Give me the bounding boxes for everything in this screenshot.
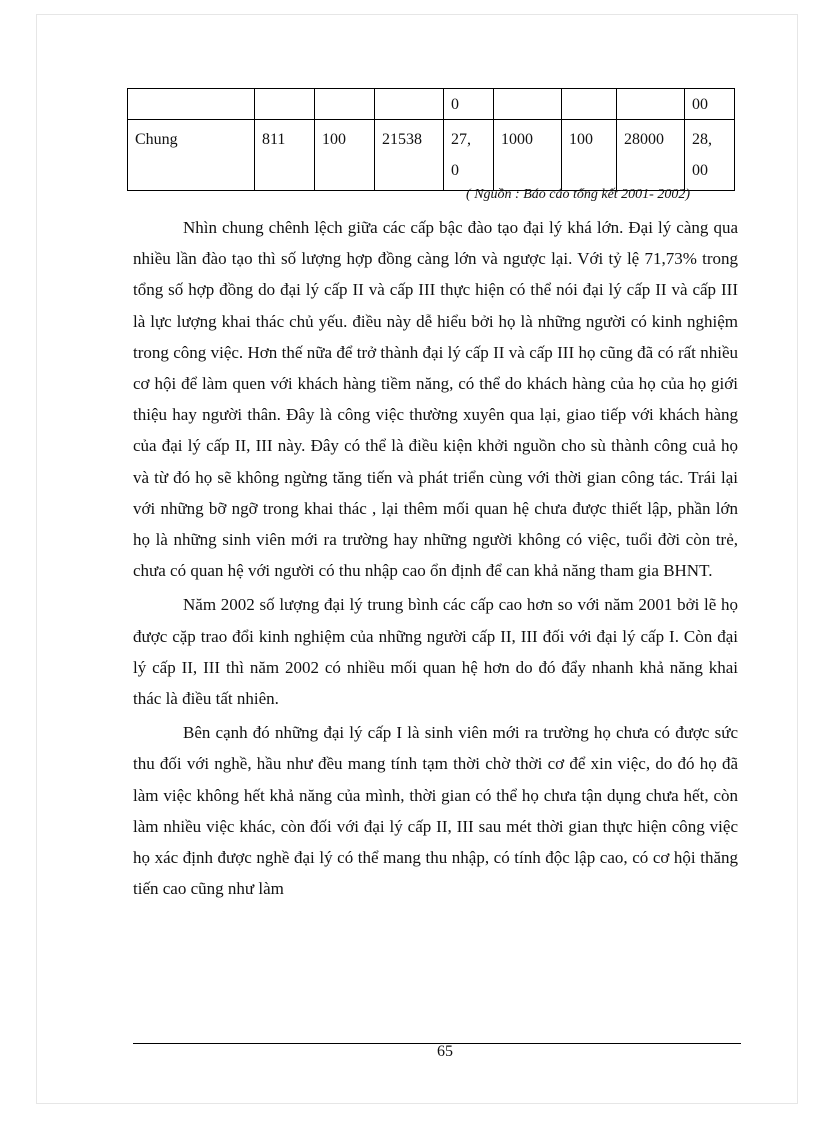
data-table (127, 88, 735, 191)
table-cell (128, 89, 255, 120)
table-cell (315, 89, 375, 120)
table-cell: 1000 (494, 120, 562, 191)
table-cell: 0 (444, 89, 494, 120)
table-source-note: ( Nguồn : Báo cáo tổng kết 2001- 2002) (466, 187, 690, 202)
paragraph: Bên cạnh đó những đại lý cấp I là sinh viên mới ra trường họ chưa có được sức thu đối với nghề, hầu như đều mang tính tạm thời chờ thời cơ để xin việc, do đó họ đã làm việc không hết khả năng của mình, thời gian có thể họ chưa tận dụng chưa hết, còn làm nhiều việc khác, còn đối với đại lý cấp II, III sau mét thời gian thực hiện công việc họ xác định được nghề đại lý có thể mang thu nhập, có tính độc lập cao, có cơ hội thăng tiến cao cũng như làm (133, 723, 738, 899)
table-cell (255, 89, 315, 120)
table-row (128, 89, 735, 120)
table-cell (375, 89, 444, 120)
table-cell (617, 89, 685, 120)
table-row (128, 120, 735, 191)
table-cell: Chung (128, 120, 255, 191)
table-cell (562, 89, 617, 120)
table-cell: 100 (562, 120, 617, 191)
paragraph: Nhìn chung chênh lệch giữa các cấp bậc đào tạo đại lý khá lớn. Đại lý càng qua nhiều lần đào tạo thì số lượng hợp đồng càng lớn và ngược lại. Với tỷ lệ 71,73% trong tổng số hợp đồng do đại lý cấp II và cấp III thực hiện có thể nói đại lý cấp II và cấp III là lực lượng khai thác chủ yếu. điều này dễ hiểu bởi họ là những người có kinh nghiệm trong công việc. Hơn thế nữa để trở thành đại lý cấp II và cấp III họ cũng đã có rất nhiều cơ hội để làm quen với khách hàng tiềm năng, có thể do khách hàng của họ của họ giới thiệu hay người thân. Đây là công việc thường xuyên qua lại, giao tiếp với khách hàng của đại lý cấp II, III này. Đây có thể là điều kiện khởi nguồn cho sù thành công cuả họ và từ đó họ sẽ không ngừng tăng tiến và phát triển cùng với thời gian công tác. Trái lại với những bỡ ngỡ trong khai thác , lại thêm mối quan hệ chưa được thiết lập, phần lớn họ là những sinh viên mới ra trường hay những người không có việc, tuổi đời còn trẻ, chưa có quan hệ với người có thu nhập cao ổn định để can khả năng tham gia BHNT. (133, 218, 738, 581)
body-text (133, 212, 738, 907)
table-cell (494, 89, 562, 120)
table-cell: 100 (315, 120, 375, 191)
table-cell: 28, 00 (685, 120, 735, 191)
table-cell: 811 (255, 120, 315, 191)
paragraph: Năm 2002 số lượng đại lý trung bình các cấp cao hơn so với năm 2001 bởi lẽ họ được cặp trao đổi kinh nghiệm của những người cấp II, III đối với đại lý cấp I. Còn đại lý cấp II, III thì năm 2002 có nhiều mối quan hệ hơn do đó đẩy nhanh khả năng khai thác là điều tất nhiên. (133, 595, 738, 709)
table-cell: 27, 0 (444, 120, 494, 191)
table-cell: 00 (685, 89, 735, 120)
page-number: 65 (437, 1043, 453, 1060)
table-cell: 21538 (375, 120, 444, 191)
table-cell: 28000 (617, 120, 685, 191)
